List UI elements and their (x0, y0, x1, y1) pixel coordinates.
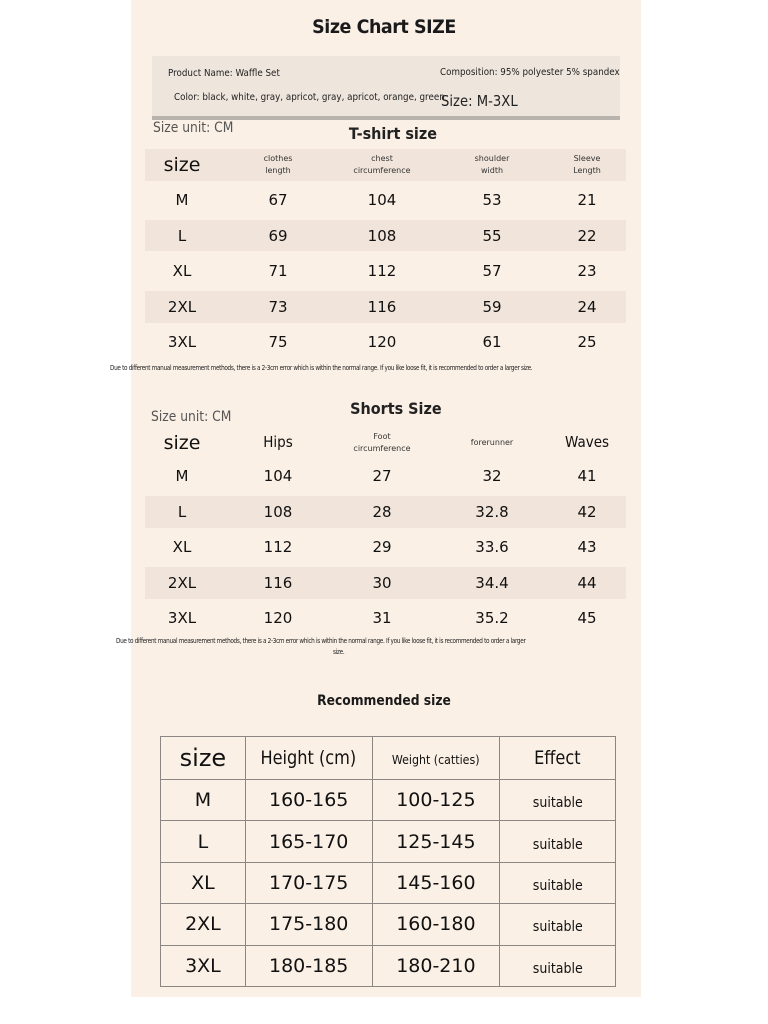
rec-header-cell (372, 737, 500, 780)
tshirt-size-unit: Size unit: CM (153, 120, 234, 136)
rec-cell: suitable (532, 795, 583, 812)
page-title: Size Chart SIZE (312, 16, 456, 38)
rec-cell: 100-125 (396, 789, 476, 812)
rec-cell: suitable (532, 836, 583, 853)
size-range: Size: M-3XL (441, 92, 518, 110)
shorts-cell: 120 (263, 609, 293, 627)
shorts-header-waves: Waves (564, 433, 610, 451)
shorts-size-unit: Size unit: CM (151, 409, 232, 425)
rec-header-weight: Weight (catties) (392, 752, 480, 767)
shorts-measurement-note: Due to different manual measurement methods, there is a 2-3cm error which is within the normal range. If you like loose fit, it is recommended to order a larger (116, 637, 526, 645)
rec-cell: 165-170 (268, 830, 349, 853)
shorts-cell: 45 (577, 609, 597, 627)
tshirt-section-title: T-shirt size (348, 124, 437, 143)
rec-header-effect: Effect (534, 747, 581, 769)
tshirt-header-shoulder: shoulder width (474, 154, 510, 175)
tshirt-cell: 22 (577, 227, 597, 245)
shorts-cell: 27 (372, 467, 392, 485)
shorts-cell: 42 (577, 503, 597, 521)
tshirt-header-chest: chest circumference (353, 154, 411, 175)
shorts-cell: 112 (263, 538, 293, 556)
rec-cell: 145-160 (396, 871, 476, 894)
rec-cell: M (194, 789, 212, 812)
tshirt-cell: 59 (482, 298, 502, 316)
shorts-measurement-note-cont: size. (333, 648, 345, 656)
rec-cell: 175-180 (268, 913, 349, 936)
recommended-section-title: Recommended size (317, 693, 451, 709)
shorts-cell: 28 (372, 503, 392, 521)
tshirt-cell: 25 (577, 333, 597, 351)
rec-cell: L (197, 830, 209, 853)
rec-cell: suitable (532, 919, 583, 936)
tshirt-cell: XL (172, 262, 192, 280)
shorts-header-size: size (163, 432, 201, 454)
rec-cell: 180-210 (396, 954, 476, 977)
tshirt-cell: 21 (577, 191, 597, 209)
tshirt-cell: 104 (367, 191, 397, 209)
shorts-cell: 104 (263, 467, 293, 485)
rec-header-cell (161, 737, 246, 780)
shorts-cell: 33.6 (475, 538, 509, 556)
tshirt-header-sleeve: Sleeve Length (573, 154, 601, 175)
rec-cell: 180-185 (268, 954, 349, 977)
table-row (161, 945, 616, 986)
rec-cell: 160-180 (396, 913, 476, 936)
shorts-cell: 43 (577, 538, 597, 556)
tshirt-cell: 116 (367, 298, 397, 316)
shorts-cell: M (175, 467, 189, 485)
shorts-cell: 2XL (167, 574, 197, 592)
rec-cell: suitable (532, 877, 583, 894)
shorts-section-title: Shorts Size (350, 399, 442, 418)
shorts-cell: 29 (372, 538, 392, 556)
shorts-cell: 32 (482, 467, 502, 485)
tshirt-cell: 69 (268, 227, 288, 245)
tshirt-cell: 75 (268, 333, 288, 351)
product-name: Product Name: Waffle Set (168, 68, 280, 79)
rec-cell: 170-175 (268, 871, 349, 894)
tshirt-cell: 57 (482, 262, 502, 280)
tshirt-header-clothes-length: clothes length (263, 154, 293, 175)
shorts-cell: 32.8 (475, 503, 509, 521)
shorts-cell: 44 (577, 574, 597, 592)
tshirt-cell: 55 (482, 227, 502, 245)
shorts-cell: 35.2 (475, 609, 509, 627)
rec-cell: 2XL (185, 913, 221, 936)
tshirt-cell: L (177, 227, 187, 245)
tshirt-cell: 120 (367, 333, 397, 351)
tshirt-cell: 53 (482, 191, 502, 209)
tshirt-cell: 2XL (167, 298, 197, 316)
rec-header-size: size (179, 744, 227, 772)
shorts-cell: 31 (372, 609, 392, 627)
tshirt-cell: 3XL (167, 333, 197, 351)
table-row (161, 780, 616, 821)
tshirt-cell: 23 (577, 262, 597, 280)
shorts-header-hips: Hips (263, 433, 293, 451)
shorts-header-foot: Foot circumference (353, 432, 411, 453)
rec-header-cell (500, 737, 616, 780)
shorts-header-forerunner: forerunner (470, 438, 514, 447)
rec-header-cell (245, 737, 372, 780)
table-row (161, 862, 616, 903)
shorts-cell: L (177, 503, 187, 521)
table-row (161, 904, 616, 945)
rec-cell: suitable (532, 960, 583, 977)
rec-cell: 125-145 (396, 830, 476, 853)
recommended-size-table (160, 736, 616, 987)
tshirt-cell: 67 (268, 191, 288, 209)
tshirt-cell: 24 (577, 298, 597, 316)
shorts-cell: 116 (263, 574, 293, 592)
product-info-box (152, 56, 620, 120)
shorts-cell: 108 (263, 503, 293, 521)
shorts-cell: 3XL (167, 609, 197, 627)
shorts-cell: 41 (577, 467, 597, 485)
product-colors: Color: black, white, gray, apricot, gray, apricot, orange, green (174, 92, 445, 103)
shorts-cell: XL (172, 538, 192, 556)
table-row (161, 821, 616, 862)
tshirt-cell: 73 (268, 298, 288, 316)
tshirt-cell: 71 (268, 262, 288, 280)
rec-cell: XL (191, 871, 215, 894)
tshirt-measurement-note: Due to different manual measurement methods, there is a 2-3cm error which is within the normal range. If you like loose fit, it is recommended to order a larger size. (110, 364, 533, 372)
rec-header-height: Height (cm) (260, 747, 357, 769)
tshirt-cell: 112 (367, 262, 397, 280)
rec-cell: 3XL (185, 954, 221, 977)
tshirt-cell: 108 (367, 227, 397, 245)
shorts-cell: 30 (372, 574, 392, 592)
tshirt-cell: 61 (482, 333, 502, 351)
tshirt-cell: M (175, 191, 189, 209)
rec-cell: 160-165 (268, 789, 349, 812)
product-composition: Composition: 95% polyester 5% spandex (440, 67, 620, 78)
shorts-cell: 34.4 (475, 574, 509, 592)
tshirt-header-size: size (163, 154, 201, 176)
table-row (161, 737, 616, 780)
